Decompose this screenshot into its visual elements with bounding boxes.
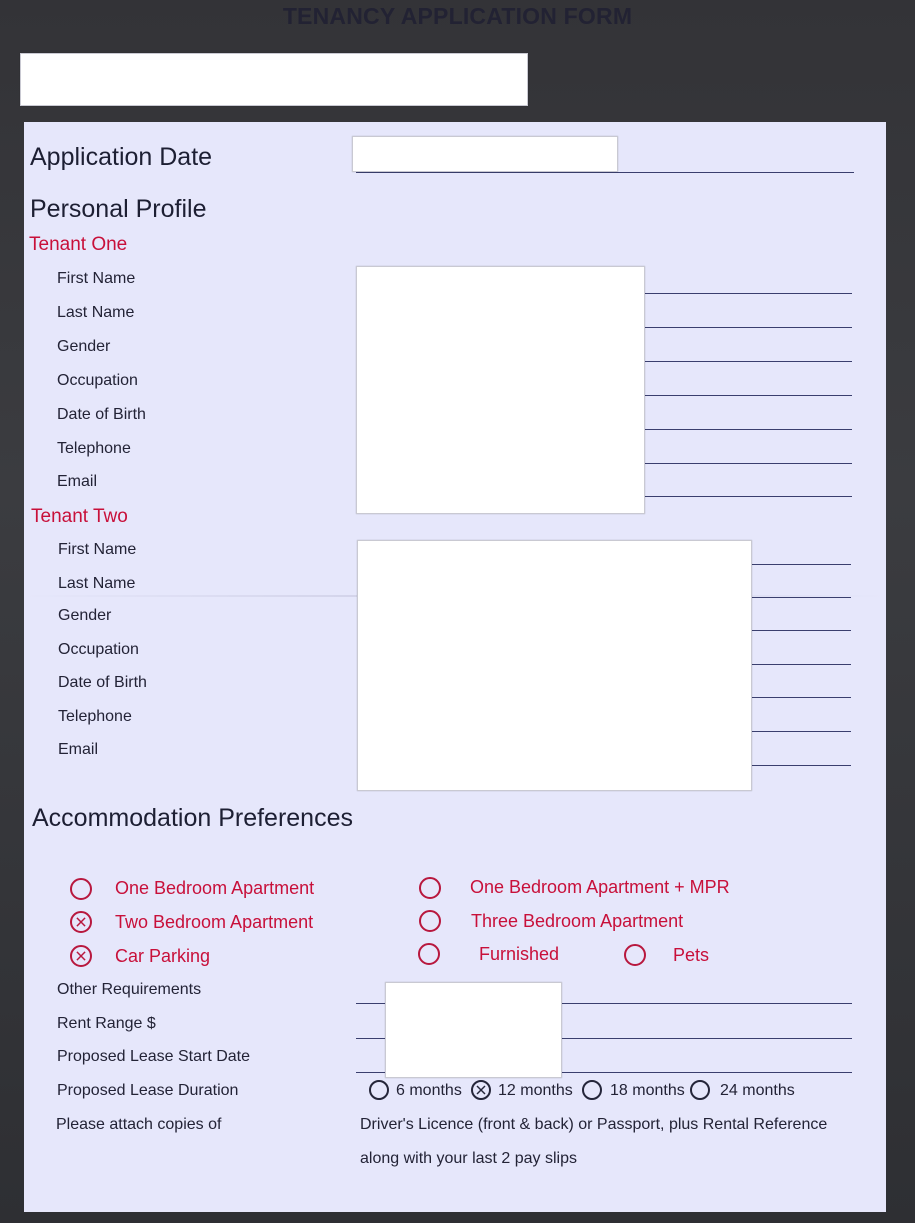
tenant-one-line [644,293,852,294]
pets-label: Pets [673,945,710,965]
tenant-one-occupation-label: Occupation [57,372,138,389]
twelve-months-label: 12 months [498,1082,573,1099]
tenant-one-line [644,361,852,362]
tenant-two-gender-label: Gender [58,607,112,624]
tenant-two-telephone-label: Telephone [58,708,132,725]
tenant-one-line [644,496,852,497]
tenant-one-email-label: Email [57,473,98,490]
tenant-two-heading: Tenant Two [31,506,128,527]
personal-profile-heading: Personal Profile [30,195,207,223]
checked-x-icon [473,1082,489,1098]
three-bedroom-radio[interactable] [419,910,441,932]
eighteen-months-label: 18 months [610,1082,685,1099]
tenant-one-last-name-label: Last Name [57,304,135,321]
application-date-line [356,172,854,173]
eighteen-months-radio[interactable] [582,1080,602,1100]
two-bedroom-label: Two Bedroom Apartment [115,912,314,932]
car-parking-label: Car Parking [115,946,211,966]
application-date-field[interactable] [352,136,618,172]
three-bedroom-label: Three Bedroom Apartment [471,911,684,931]
tenant-two-line [751,664,851,665]
tenant-two-line [751,697,851,698]
one-bedroom-mpr-label: One Bedroom Apartment + MPR [470,877,730,897]
one-bedroom-label: One Bedroom Apartment [115,878,315,898]
redacted-block [20,53,528,106]
form-title: TENANCY APPLICATION FORM [282,3,633,29]
tenant-two-redacted-fields[interactable] [357,540,752,791]
tenant-two-line [751,765,851,766]
attach-copies-label: Please attach copies of [56,1116,222,1133]
twelve-months-radio[interactable] [471,1080,491,1100]
tenant-two-last-name-label: Last Name [58,575,136,592]
rent-range-label: Rent Range $ [57,1015,156,1032]
tenant-two-occupation-label: Occupation [58,641,139,658]
six-months-radio[interactable] [369,1080,389,1100]
one-bedroom-mpr-radio[interactable] [419,877,441,899]
lease-duration-label: Proposed Lease Duration [57,1082,239,1099]
furnished-radio[interactable] [418,943,440,965]
tenant-two-line [751,564,851,565]
tenant-one-line [644,395,852,396]
tenant-two-dob-label: Date of Birth [58,674,147,691]
other-requirements-label: Other Requirements [57,981,202,998]
tenant-one-line [644,463,852,464]
tenant-one-dob-label: Date of Birth [57,406,146,423]
attach-instructions-line2: along with your last 2 pay slips [360,1150,577,1167]
six-months-label: 6 months [396,1082,462,1099]
tenant-two-email-label: Email [58,741,99,758]
tenant-two-line [751,630,851,631]
tenant-one-line [644,429,852,430]
tenant-two-line [751,731,851,732]
furnished-label: Furnished [479,944,560,964]
checked-x-icon [72,947,90,965]
one-bedroom-radio[interactable] [70,878,92,900]
attach-instructions-line1: Driver's Licence (front & back) or Passport, plus Rental Reference [360,1116,828,1133]
checked-x-icon [72,913,90,931]
tenant-one-first-name-label: First Name [57,270,136,287]
tenant-two-first-name-label: First Name [58,541,137,558]
two-bedroom-radio[interactable] [70,911,92,933]
tenant-two-line [751,597,851,598]
lease-start-label: Proposed Lease Start Date [57,1048,251,1065]
car-parking-radio[interactable] [70,945,92,967]
application-date-label: Application Date [30,143,213,171]
tenant-one-heading: Tenant One [29,234,128,255]
tenant-one-telephone-label: Telephone [57,440,131,457]
tenant-one-line [644,327,852,328]
twenty-four-months-radio[interactable] [690,1080,710,1100]
tenant-one-redacted-fields[interactable] [356,266,645,514]
preferences-redacted-fields[interactable] [385,982,562,1078]
twenty-four-months-label: 24 months [720,1082,795,1099]
pets-radio[interactable] [624,944,646,966]
accommodation-preferences-heading: Accommodation Preferences [32,804,353,832]
tenant-one-gender-label: Gender [57,338,111,355]
